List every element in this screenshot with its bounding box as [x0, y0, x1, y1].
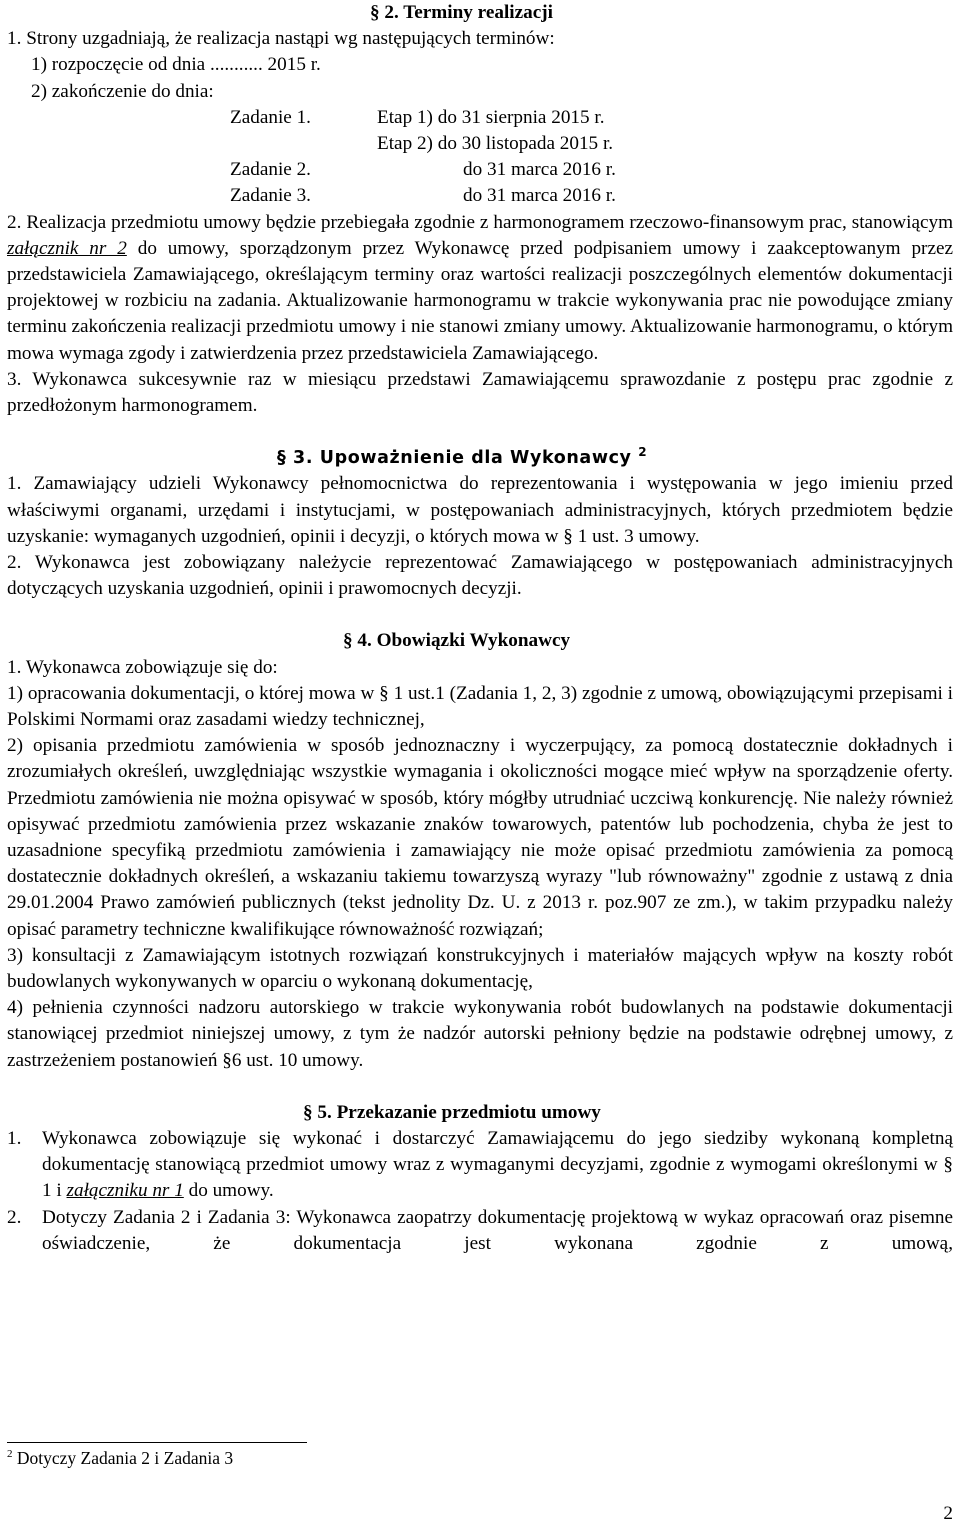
item-number: 1. — [7, 1128, 22, 1150]
section-3-heading-text: § 3. Upoważnienie dla Wykonawcy — [277, 448, 632, 469]
section-4-intro: 1. Wykonawca zobowiązuje się do: — [7, 656, 278, 678]
handover-item — [7, 1205, 953, 1257]
section-3-p2: 2. Wykonawca jest zobowiązany należycie reprezentować Zamawiającego w postępowaniach administracyjnych dotyczących uzyskania uzgodnień, opinii i prawomocnych decyzji. — [7, 552, 953, 600]
footnote — [7, 1448, 233, 1469]
item-number: 2. — [7, 1206, 22, 1228]
term-value: Etap 1) do 31 sierpnia 2015 r. — [377, 106, 605, 128]
p2-text-b: do umowy, sporządzonym przez Wykonawcę przed podpisaniem umowy i zaakceptowanym przez przedstawiciela Zamawiającego, określającym terminy oraz wartości realizacji poszczególnych elementów dokumentacji projektowej w rozbiciu na zadania. Aktualizowanie harmonogramu w trakcie wykonywania prac nie powodujące zmiany terminu zakończenia realizacji przedmiotu umowy i nie stanowi zmiany umowy. Aktualizowanie harmonogramu, o którym mowa wymaga zgody i zatwierdzenia przez przedstawiciela Zamawiającego. — [7, 237, 953, 364]
handover-item-text: Dotyczy Zadania 2 i Zadania 3: Wykonawca zaopatrzy dokumentację projektową w wykaz opracowań oraz pisemne oświadczenie, że dokumentacja jest wykonana zgodnie z umową, — [42, 1206, 953, 1254]
section-5-heading: § 5. Przekazanie przedmiotu umowy — [303, 1101, 601, 1123]
handover-item — [7, 1126, 953, 1205]
term-value: do 31 marca 2016 r. — [463, 159, 616, 181]
footnote-divider — [7, 1442, 307, 1443]
item1-text-b: do umowy. — [188, 1180, 274, 1202]
section-3-heading — [7, 445, 953, 471]
obligation-item: 4) pełnienia czynności nadzoru autorskiego w trakcie wykonywania robót budowlanych na podstawie dokumentacji stanowiącej przedmiot niniejszej umowy, z tym że nadzór autorski pełniony będzie na podstawie odrębnej umowy, z zastrzeżeniem postanowień §6 ust. 10 umowy. — [7, 997, 953, 1071]
section-4-heading: § 4. Obowiązki Wykonawcy — [343, 630, 571, 652]
term-label: Zadanie 2. — [230, 159, 311, 181]
end-date-item: 2) zakończenie do dnia: — [31, 80, 214, 102]
term-label: Zadanie 1. — [230, 106, 311, 128]
item1-text-a: Wykonawca zobowiązuje się wykonać i dostarczyć Zamawiającemu do jego siedziby wykonaną kompletną dokumentację stanowiącą przedmiot umowy wraz z wymaganymi decyzjami, zgodnie z wymogami określonymi w § 1 i — [42, 1128, 953, 1202]
obligation-item: 1) opracowania dokumentacji, o której mowa w § 1 ust.1 (Zadania 1, 2, 3) zgodnie z umową, obowiązującymi przepisami i Polskimi Normami oraz zasadami wiedzy technicznej, — [7, 682, 953, 731]
term-row — [7, 105, 953, 131]
term-value: Etap 2) do 30 listopada 2015 r. — [377, 133, 614, 154]
term-row — [7, 183, 953, 209]
term-row — [7, 157, 953, 183]
section-2-p3: 3. Wykonawca sukcesywnie raz w miesiącu przedstawi Zamawiającemu sprawozdanie z postępu prac zgodnie z przedłożonym harmonogramem. — [7, 368, 953, 416]
term-value: do 31 marca 2016 r. — [463, 185, 616, 207]
start-date-item: 1) rozpoczęcie od dnia ........... 2015 r. — [31, 54, 321, 76]
term-label: Zadanie 3. — [230, 185, 311, 207]
attachment-2-link: załącznik nr 2 — [7, 237, 127, 259]
section-2-p1: 1. Strony uzgadniają, że realizacja nastąpi wg następujących terminów: — [7, 28, 555, 50]
attachment-1-link: załączniku nr 1 — [66, 1180, 184, 1202]
section-3-p1: 1. Zamawiający udzieli Wykonawcy pełnomocnictwa do reprezentowania i występowania w jego imieniu przed właściwymi organami, urzędami i instytucjami, w postępowaniach administracyjnych, których przedmiotem będzie uzyskanie: wymaganych uzgodnień, opinii i decyzji, o których mowa w § 1 ust. 3 umowy. — [7, 473, 953, 547]
obligation-item: 3) konsultacji z Zamawiającym istotnych rozwiązań konstrukcyjnych i materiałów mających wpływ na koszty robót budowlanych wykonywanych w oparciu o wykonaną dokumentację, — [7, 944, 953, 993]
obligation-item: 2) opisania przedmiotu zamówienia w sposób jednoznaczny i wyczerpujący, za pomocą dostatecznie dokładnych i zrozumiałych określeń, uwzględniając wszystkie wymagania i okoliczności mogące mieć wpływ na sporządzenie oferty. Przedmiotu zamówienia nie można opisywać w sposób, który mógłby utrudniać uczciwą konkurencję. Nie należy również opisywać przedmiotu zamówienia przez wskazanie znaków towarowych, patentów lub pochodzenia, chyba że jest to uzasadnione specyfiką przedmiotu zamówienia i zamawiający nie może opisać przedmiotu zamówienia za pomocą dostatecznie dokładnych określeń, a wskazaniu takiemu towarzyszą wyrazy "lub równoważny" zgodnie z ustawą z dnia 29.01.2004 Prawo zamówień publicznych (tekst jednolity Dz. U. z 2013 r. poz.907 ze zm.), w takim przypadku należy opisać parametry techniczne kwalifikujące równoważność rozwiązań; — [7, 735, 953, 940]
page-number: 2 — [943, 1503, 953, 1524]
footnote-text: Dotyczy Zadania 2 i Zadania 3 — [16, 1448, 234, 1468]
section-2-p2 — [7, 210, 953, 367]
handover-item-text — [42, 1126, 953, 1205]
p2-text-a: 2. Realizacja przedmiotu umowy będzie przebiegała zgodnie z harmonogramem rzeczowo-finansowym prac, stanowiącym — [7, 211, 953, 233]
footnote-ref: 2 — [638, 445, 648, 460]
section-2-heading: § 2. Terminy realizacji — [370, 2, 553, 23]
footnote-mark: 2 — [7, 1448, 13, 1461]
document-page — [7, 0, 953, 1257]
term-row — [7, 131, 953, 157]
